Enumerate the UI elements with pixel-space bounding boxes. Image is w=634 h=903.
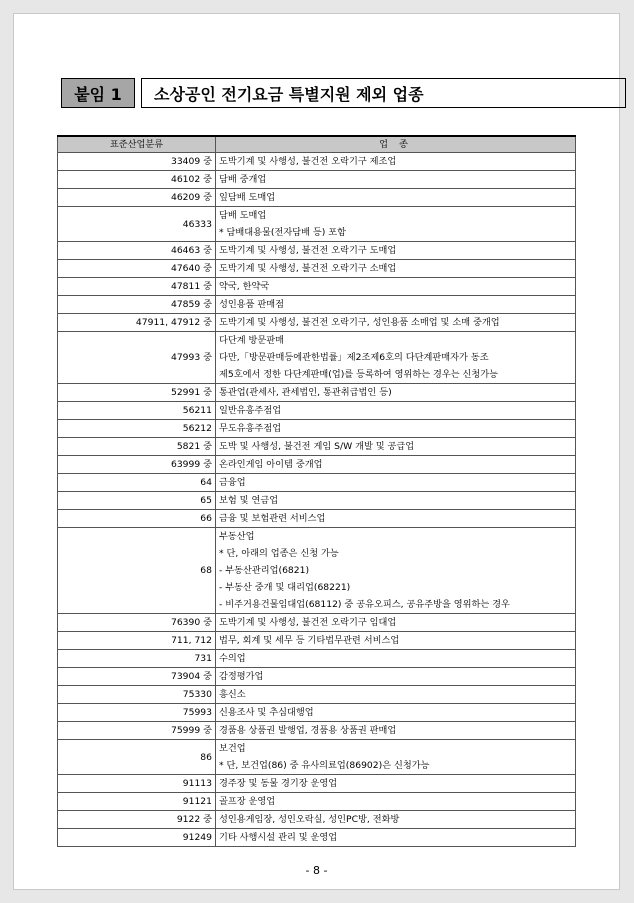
description-line: 경주장 및 동물 경기장 운영업: [219, 778, 338, 789]
industry-description: [216, 704, 576, 722]
table-row: [58, 296, 576, 314]
industry-description: [216, 474, 576, 492]
description-line: 보건업: [219, 743, 246, 754]
excluded-industries-table: [57, 135, 576, 847]
header-classification: 표준산업분류: [58, 136, 216, 153]
table-row: [58, 189, 576, 207]
header-industry: 업 종: [216, 136, 576, 153]
table-header-row: [58, 136, 576, 153]
industry-code: 91121: [58, 793, 216, 811]
industry-code: 731: [58, 650, 216, 668]
industry-description: [216, 153, 576, 171]
description-line: 통관업(관세사, 관세법인, 통관취급법인 등): [219, 387, 392, 398]
industry-description: [216, 384, 576, 402]
table-body: [58, 153, 576, 847]
table-row: [58, 332, 576, 384]
industry-code: 711, 712: [58, 632, 216, 650]
industry-code: 46102 중: [58, 171, 216, 189]
table-row: [58, 384, 576, 402]
table-row: [58, 474, 576, 492]
industry-code: 56212: [58, 420, 216, 438]
table-row: [58, 510, 576, 528]
industry-description: [216, 189, 576, 207]
description-line: 성인용품 판매점: [219, 299, 285, 310]
industry-code: 63999 중: [58, 456, 216, 474]
industry-description: [216, 829, 576, 847]
industry-description: [216, 492, 576, 510]
industry-code: 47811 중: [58, 278, 216, 296]
industry-code: 73904 중: [58, 668, 216, 686]
industry-description: [216, 811, 576, 829]
industry-code: 9122 중: [58, 811, 216, 829]
industry-description: [216, 614, 576, 632]
industry-description: [216, 793, 576, 811]
table-row: [58, 456, 576, 474]
table-row: [58, 528, 576, 614]
industry-code: 91113: [58, 775, 216, 793]
table-row: [58, 632, 576, 650]
industry-description: [216, 650, 576, 668]
description-line: 신용조사 및 추심대행업: [219, 707, 314, 718]
industry-description: [216, 456, 576, 474]
description-line: 금융업: [219, 477, 246, 488]
description-line: 담배 도매업: [219, 210, 267, 221]
industry-description: [216, 171, 576, 189]
description-line: 기타 사행시설 관리 및 운영업: [219, 832, 338, 843]
description-line: 감정평가업: [219, 671, 264, 682]
industry-description: [216, 332, 576, 384]
description-line: 일반유흥주점업: [219, 405, 282, 416]
description-line: 도박기계 및 사행성, 불건전 오락기구 제조업: [219, 156, 397, 167]
description-line: 제5호에서 정한 다단계판매(업)를 등록하여 영위하는 경우는 신청가능: [219, 369, 499, 380]
title-row: [61, 78, 626, 108]
table-row: [58, 242, 576, 260]
table-row: [58, 775, 576, 793]
description-line: 도박기계 및 사행성, 불건전 오락기구, 성인용품 소매업 및 소매 중개업: [219, 317, 500, 328]
industry-description: [216, 740, 576, 775]
description-line: - 비주거용건물임대업(68112) 중 공유오피스, 공유주방을 영위하는 경우: [219, 599, 510, 610]
industry-code: 47911, 47912 중: [58, 314, 216, 332]
industry-code: 75330: [58, 686, 216, 704]
industry-code: 75993: [58, 704, 216, 722]
description-line: 흥신소: [219, 689, 246, 700]
industry-code: 46463 중: [58, 242, 216, 260]
table-row: [58, 704, 576, 722]
table-row: [58, 207, 576, 242]
industry-code: 47859 중: [58, 296, 216, 314]
page-number: - 8 -: [305, 864, 328, 877]
industry-code: 52991 중: [58, 384, 216, 402]
description-line: 법무, 회계 및 세무 등 기타법무관련 서비스업: [219, 635, 400, 646]
industry-description: [216, 632, 576, 650]
description-line: 골프장 운영업: [219, 796, 276, 807]
table-row: [58, 260, 576, 278]
description-line: 경품용 상품권 발행업, 경품용 상품권 판매업: [219, 725, 397, 736]
industry-code: 47993 중: [58, 332, 216, 384]
description-line: 다단계 방문판매: [219, 335, 285, 346]
industry-code: 33409 중: [58, 153, 216, 171]
description-line: 성인용게임장, 성인오락실, 성인PC방, 전화방: [219, 814, 400, 825]
description-line: 도박기계 및 사행성, 불건전 오락기구 도매업: [219, 245, 397, 256]
table-row: [58, 829, 576, 847]
table-row: [58, 722, 576, 740]
industry-description: [216, 278, 576, 296]
table-row: [58, 171, 576, 189]
industry-description: [216, 207, 576, 242]
table-row: [58, 402, 576, 420]
industry-code: 47640 중: [58, 260, 216, 278]
industry-description: [216, 420, 576, 438]
table-row: [58, 740, 576, 775]
industry-code: 91249: [58, 829, 216, 847]
industry-code: 66: [58, 510, 216, 528]
description-line: - 부동산 중개 및 대리업(68221): [219, 582, 351, 593]
description-line: 온라인게임 아이템 중개업: [219, 459, 323, 470]
industry-description: [216, 686, 576, 704]
table-row: [58, 420, 576, 438]
description-line: 부동산업: [219, 531, 255, 542]
industry-code: 46333: [58, 207, 216, 242]
industry-code: 86: [58, 740, 216, 775]
industry-description: [216, 314, 576, 332]
description-line: * 단, 아래의 업종은 신청 가능: [219, 548, 339, 559]
description-line: 도박기계 및 사행성, 불건전 오락기구 임대업: [219, 617, 397, 628]
table-row: [58, 153, 576, 171]
table-row: [58, 438, 576, 456]
industry-code: 75999 중: [58, 722, 216, 740]
industry-code: 46209 중: [58, 189, 216, 207]
description-line: 도박 및 사행성, 불건전 게임 S/W 개발 및 공급업: [219, 441, 415, 452]
table-row: [58, 614, 576, 632]
table-row: [58, 668, 576, 686]
description-line: 보험 및 연금업: [219, 495, 279, 506]
document-page: [13, 13, 620, 890]
description-line: 잎담배 도매업: [219, 192, 276, 203]
attachment-badge: 붙임 1: [61, 78, 135, 108]
description-line: 담배 중개업: [219, 174, 267, 185]
page-title: 소상공인 전기요금 특별지원 제외 업종: [141, 78, 626, 108]
description-line: - 부동산관리업(6821): [219, 565, 310, 576]
table-row: [58, 793, 576, 811]
industry-description: [216, 402, 576, 420]
industry-description: [216, 260, 576, 278]
table-row: [58, 278, 576, 296]
industry-description: [216, 775, 576, 793]
description-line: * 담배대용물(전자담배 등) 포함: [219, 227, 347, 238]
industry-code: 65: [58, 492, 216, 510]
industry-description: [216, 438, 576, 456]
industry-code: 5821 중: [58, 438, 216, 456]
description-line: 다만,「방문판매등에관한법률」제2조제6호의 다단계판매자가 동조: [219, 352, 489, 363]
industry-code: 56211: [58, 402, 216, 420]
table-row: [58, 686, 576, 704]
description-line: 금융 및 보험관련 서비스업: [219, 513, 326, 524]
table-row: [58, 811, 576, 829]
description-line: 도박기계 및 사행성, 불건전 오락기구 소매업: [219, 263, 397, 274]
table-row: [58, 492, 576, 510]
industry-code: 68: [58, 528, 216, 614]
industry-description: [216, 510, 576, 528]
industry-description: [216, 722, 576, 740]
industry-description: [216, 668, 576, 686]
industry-description: [216, 296, 576, 314]
description-line: 약국, 한약국: [219, 281, 270, 292]
table-row: [58, 650, 576, 668]
industry-code: 64: [58, 474, 216, 492]
description-line: 무도유흥주점업: [219, 423, 282, 434]
description-line: * 단, 보건업(86) 중 유사의료업(86902)은 신청가능: [219, 760, 430, 771]
industry-description: [216, 242, 576, 260]
industry-description: [216, 528, 576, 614]
description-line: 수의업: [219, 653, 246, 664]
industry-code: 76390 중: [58, 614, 216, 632]
table-row: [58, 314, 576, 332]
